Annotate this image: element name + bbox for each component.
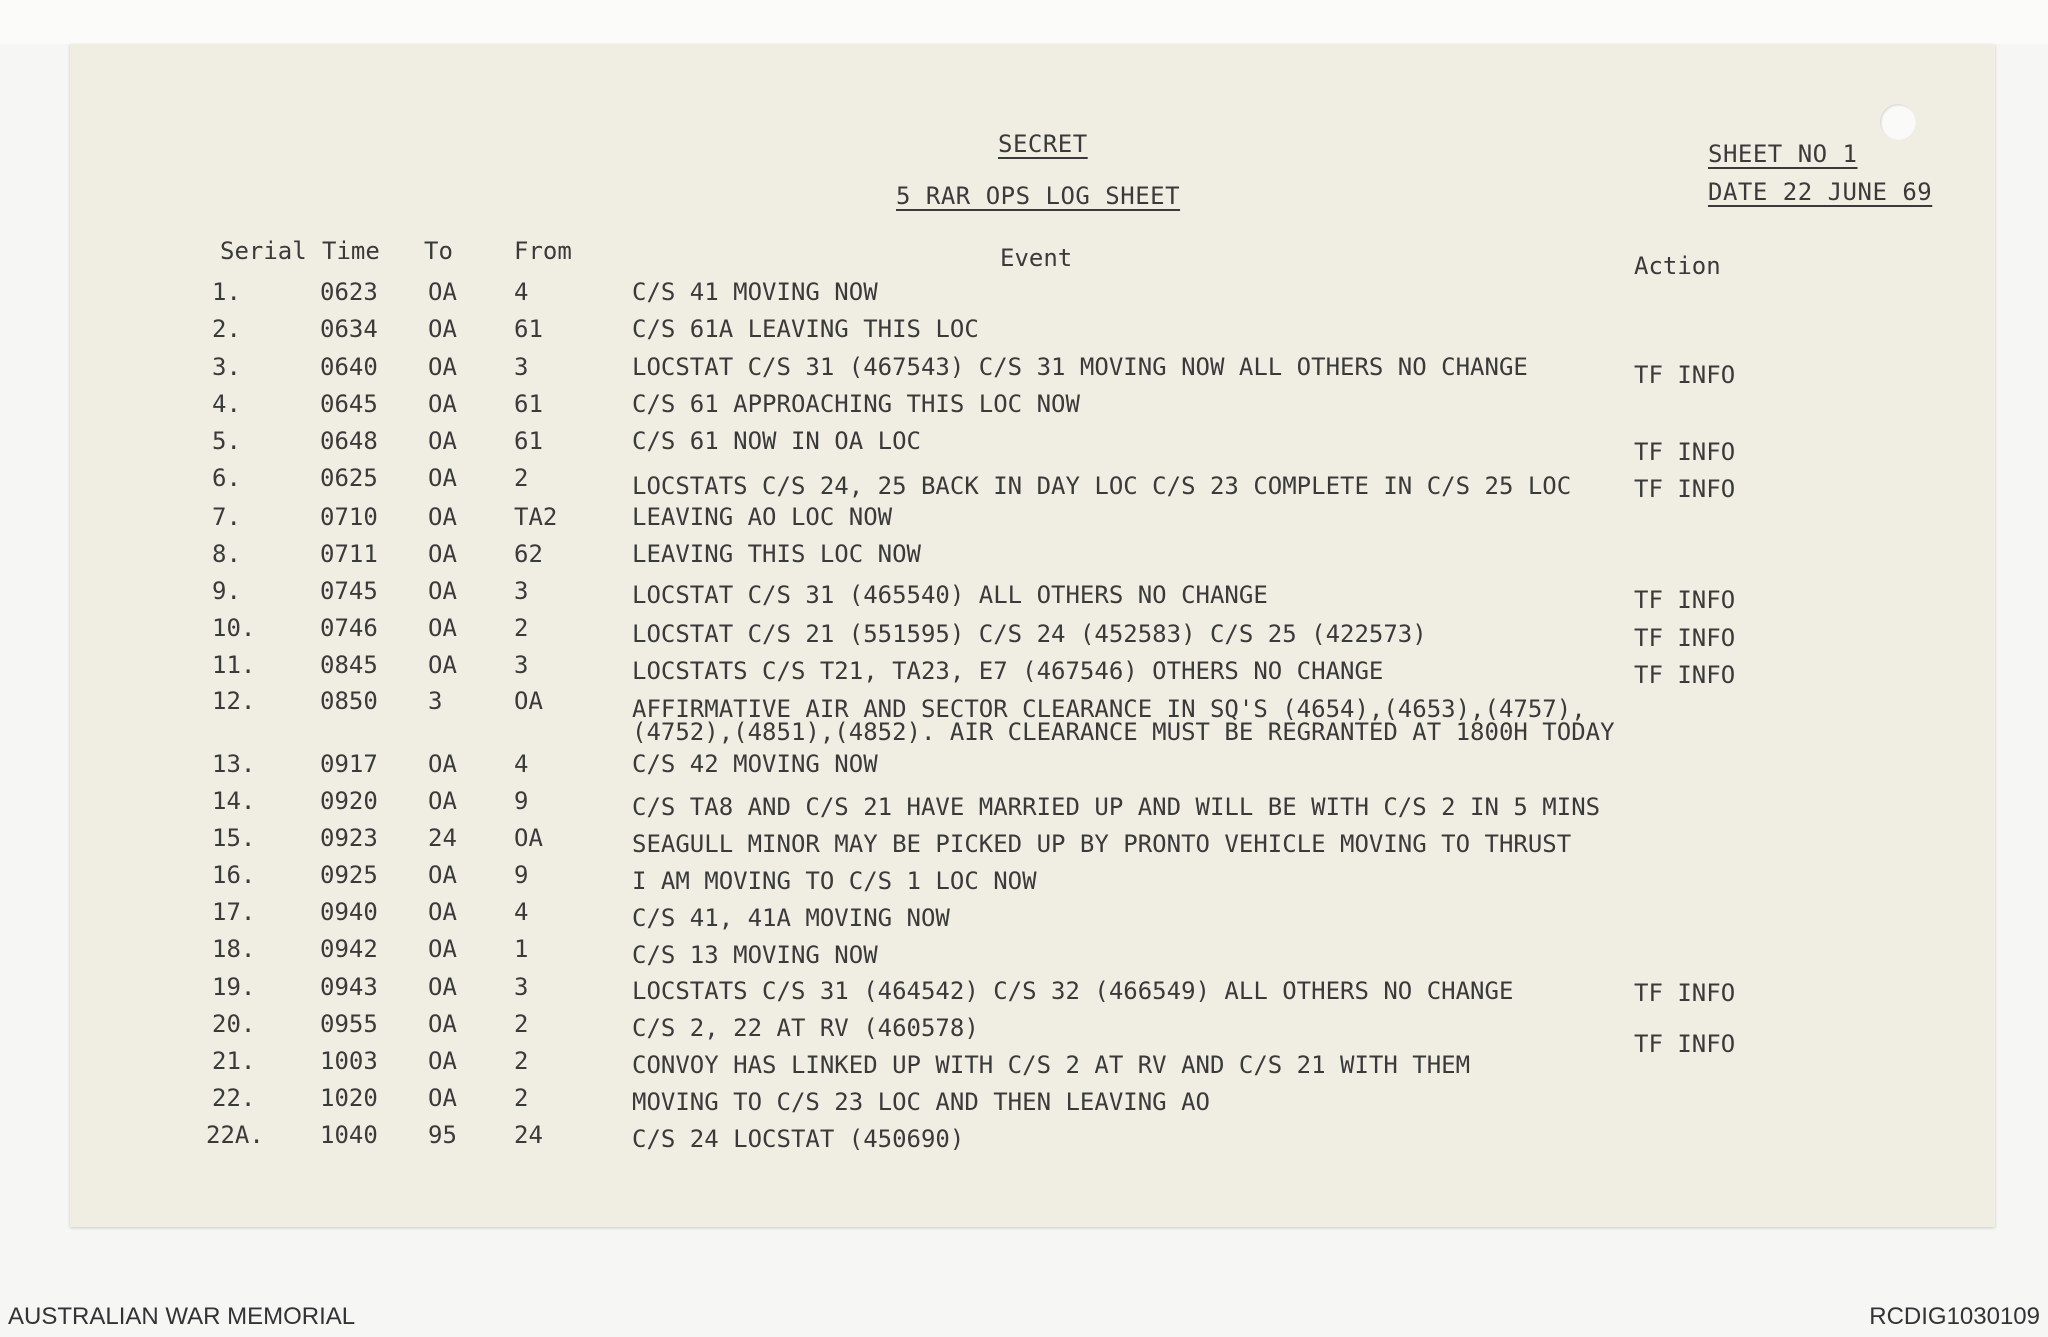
from-cell: 3 [514,577,529,605]
log-row [0,935,2048,969]
from-cell: 61 [514,427,543,455]
log-row [0,427,2048,466]
log-row [0,750,2048,784]
serial-cell: 1. [212,278,241,306]
serial-cell: 13. [212,750,256,778]
serial-cell: 10. [212,614,256,642]
serial-cell: 3. [212,353,241,381]
serial-cell: 6. [212,464,241,492]
log-row [0,861,2048,895]
event-cell: C/S 61 APPROACHING THIS LOC NOW [632,390,1080,418]
from-cell: 9 [514,787,529,815]
from-cell: 3 [514,651,529,679]
scan-background [0,0,2048,44]
to-cell: OA [428,898,457,926]
to-cell: OA [428,973,457,1001]
event-cell: LEAVING THIS LOC NOW [632,540,921,568]
log-row [0,278,2048,312]
log-row [0,464,2048,503]
to-cell: OA [428,503,457,531]
event-cell: C/S 2, 22 AT RV (460578) [632,1014,979,1042]
event-cell: LOCSTATS C/S 24, 25 BACK IN DAY LOC C/S 23 COMPLETE IN C/S 25 LOC [632,472,1572,500]
event-cell: LOCSTAT C/S 31 (467543) C/S 31 MOVING NOW ALL OTHERS NO CHANGE [632,353,1528,381]
from-cell: 2 [514,464,529,492]
column-header-from: From [514,237,572,265]
serial-cell: 22A. [206,1121,264,1149]
from-cell: 3 [514,353,529,381]
event-cell: C/S 13 MOVING NOW [632,941,878,969]
event-cell: LEAVING AO LOC NOW [632,503,893,531]
from-cell: 4 [514,898,529,926]
from-cell: 2 [514,1084,529,1112]
serial-cell: 22. [212,1084,256,1112]
to-cell: OA [428,427,457,455]
to-cell: OA [428,577,457,605]
serial-cell: 11. [212,651,256,679]
time-cell: 0850 [320,687,378,715]
from-cell: 61 [514,390,543,418]
from-cell: 62 [514,540,543,568]
time-cell: 0640 [320,353,378,381]
serial-cell: 2. [212,315,241,343]
serial-cell: 4. [212,390,241,418]
serial-cell: 8. [212,540,241,568]
action-cell: TF INFO [1634,1030,1736,1058]
serial-cell: 9. [212,577,241,605]
time-cell: 0955 [320,1010,378,1038]
action-cell: TF INFO [1634,438,1736,466]
from-cell: 24 [514,1121,543,1149]
to-cell: OA [428,861,457,889]
log-row [0,503,2048,537]
to-cell: OA [428,787,457,815]
event-cell: I AM MOVING TO C/S 1 LOC NOW [632,867,1037,895]
time-cell: 0745 [320,577,378,605]
time-cell: 0625 [320,464,378,492]
log-row [0,824,2048,858]
time-cell: 0710 [320,503,378,531]
from-cell: OA [514,687,543,715]
time-cell: 0623 [320,278,378,306]
log-row [0,1010,2048,1058]
event-cell: C/S 61 NOW IN OA LOC [632,427,921,455]
punch-hole [1880,104,1916,140]
serial-cell: 12. [212,687,256,715]
time-cell: 0940 [320,898,378,926]
event-cell: C/S TA8 AND C/S 21 HAVE MARRIED UP AND WILL BE WITH C/S 2 IN 5 MINS [632,793,1601,821]
time-cell: 0942 [320,935,378,963]
time-cell: 1003 [320,1047,378,1075]
to-cell: OA [428,1047,457,1075]
footer-reference: RCDIG1030109 [1869,1303,2040,1330]
time-cell: 0925 [320,861,378,889]
time-cell: 0845 [320,651,378,679]
to-cell: 3 [428,687,443,715]
action-cell: TF INFO [1634,475,1736,503]
serial-cell: 21. [212,1047,256,1075]
time-cell: 1040 [320,1121,378,1149]
to-cell: OA [428,1010,457,1038]
log-row [0,614,2048,652]
from-cell: 2 [514,1010,529,1038]
serial-cell: 17. [212,898,256,926]
to-cell: 95 [428,1121,457,1149]
event-cell: C/S 41, 41A MOVING NOW [632,904,950,932]
to-cell: OA [428,540,457,568]
event-cell: C/S 61A LEAVING THIS LOC [632,315,979,343]
log-row [0,687,2048,721]
from-cell: 4 [514,278,529,306]
time-cell: 0943 [320,973,378,1001]
document-title: 5 RAR OPS LOG SHEET [896,182,1181,210]
time-cell: 0746 [320,614,378,642]
sheet-date: DATE 22 JUNE 69 [1708,178,1933,206]
from-cell: 9 [514,861,529,889]
serial-cell: 14. [212,787,256,815]
time-cell: 0917 [320,750,378,778]
to-cell: OA [428,353,457,381]
from-cell: OA [514,824,543,852]
action-cell: TF INFO [1634,661,1736,689]
column-header-event: Event [1000,244,1073,272]
log-row [0,577,2048,614]
event-cell: CONVOY HAS LINKED UP WITH C/S 2 AT RV AND C/S 21 WITH THEM [632,1051,1471,1079]
log-row [0,540,2048,574]
footer-source: AUSTRALIAN WAR MEMORIAL [8,1303,356,1330]
event-cell: C/S 24 LOCSTAT (450690) [632,1125,965,1153]
log-row [0,390,2048,424]
serial-cell: 5. [212,427,241,455]
action-cell: TF INFO [1634,361,1736,389]
to-cell: OA [428,464,457,492]
from-cell: 2 [514,1047,529,1075]
from-cell: 2 [514,614,529,642]
event-cell: AFFIRMATIVE AIR AND SECTOR CLEARANCE IN SQ'S (4654),(4653),(4757), [632,695,1586,723]
log-row [0,1047,2048,1081]
to-cell: OA [428,651,457,679]
serial-cell: 16. [212,861,256,889]
time-cell: 0648 [320,427,378,455]
column-header-to: To [424,237,453,265]
to-cell: OA [428,935,457,963]
event-cell: LOCSTAT C/S 31 (465540) ALL OTHERS NO CHANGE [632,581,1268,609]
action-cell: TF INFO [1634,624,1736,652]
from-cell: TA2 [514,503,558,531]
classification-heading: SECRET [998,130,1088,158]
to-cell: OA [428,278,457,306]
time-cell: 0920 [320,787,378,815]
action-cell: TF INFO [1634,979,1736,1007]
to-cell: 24 [428,824,457,852]
event-cell: MOVING TO C/S 23 LOC AND THEN LEAVING AO [632,1088,1210,1116]
log-row [0,898,2048,932]
to-cell: OA [428,750,457,778]
serial-cell: 18. [212,935,256,963]
to-cell: OA [428,614,457,642]
event-cell: LOCSTATS C/S 31 (464542) C/S 32 (466549) ALL OTHERS NO CHANGE [632,977,1514,1005]
serial-cell: 7. [212,503,241,531]
event-cell-continuation: (4752),(4851),(4852). AIR CLEARANCE MUST BE REGRANTED AT 1800H TODAY [632,718,1615,746]
event-cell: SEAGULL MINOR MAY BE PICKED UP BY PRONTO VEHICLE MOVING TO THRUST [632,830,1572,858]
log-row [0,315,2048,349]
event-cell: C/S 41 MOVING NOW [632,278,878,306]
action-cell: TF INFO [1634,586,1736,614]
time-cell: 0645 [320,390,378,418]
serial-cell: 19. [212,973,256,1001]
column-header-serial: Serial [220,237,307,265]
log-row [0,651,2048,689]
log-row [0,353,2048,387]
log-row [0,973,2048,1007]
event-cell: C/S 42 MOVING NOW [632,750,878,778]
time-cell: 0923 [320,824,378,852]
log-row [0,1084,2048,1118]
event-cell: LOCSTATS C/S T21, TA23, E7 (467546) OTHERS NO CHANGE [632,657,1384,685]
time-cell: 1020 [320,1084,378,1112]
from-cell: 61 [514,315,543,343]
serial-cell: 20. [212,1010,256,1038]
from-cell: 3 [514,973,529,1001]
time-cell: 0634 [320,315,378,343]
sheet-number: SHEET NO 1 [1708,140,1858,168]
to-cell: OA [428,390,457,418]
column-header-time: Time [322,237,380,265]
column-header-action: Action [1634,252,1721,280]
from-cell: 4 [514,750,529,778]
to-cell: OA [428,315,457,343]
log-row [0,1121,2048,1155]
log-row [0,787,2048,821]
from-cell: 1 [514,935,529,963]
serial-cell: 15. [212,824,256,852]
to-cell: OA [428,1084,457,1112]
time-cell: 0711 [320,540,378,568]
event-cell: LOCSTAT C/S 21 (551595) C/S 24 (452583) C/S 25 (422573) [632,620,1427,648]
